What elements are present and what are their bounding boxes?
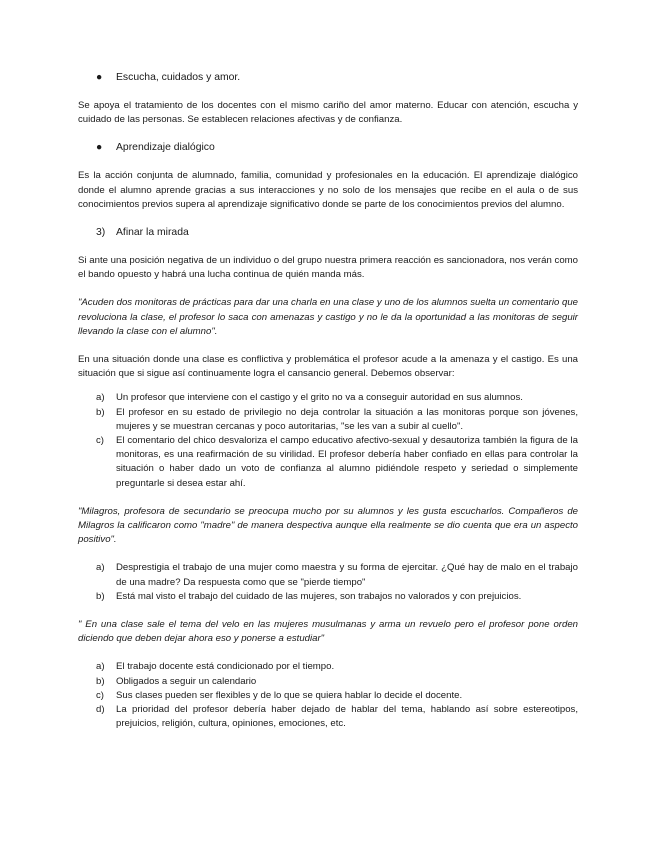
numbered-heading-afinar (96, 226, 578, 240)
list-item-text: La prioridad del profesor debería haber dejado de hablar del tema, hablando así sobre estereotipos, prejuicios, religión, cultura, opiniones, emociones, etc. (116, 704, 578, 730)
bullet-heading-aprendizaje (96, 141, 578, 155)
list-marker: a) (96, 562, 105, 574)
heading-text: Aprendizaje dialógico (116, 142, 215, 154)
list-marker: c) (96, 435, 104, 447)
paragraph-situacion: En una situación donde una clase es conflictiva y problemática el profesor acude a la amenaza y el castigo. Es una situación que si sigue así continuamente logra el cansancio general. Debemos observar: (78, 354, 578, 380)
list-item (96, 675, 578, 689)
quote-monitoras: "Acuden dos monitoras de prácticas para dar una charla en una clase y uno de los alumnos suelta un comentario que revoluciona la clase, el profesor lo saca con amenazas y castigo y no le da la oportunidad a las monitoras de seguir llevando la clase con el alumno". (78, 297, 578, 337)
list-item-text: Un profesor que interviene con el castigo y el grito no va a conseguir autoridad en sus alumnos. (116, 392, 523, 404)
list-item (96, 406, 578, 434)
list-item (96, 391, 578, 405)
heading-text: Afinar la mirada (116, 227, 189, 239)
list-marker: d) (96, 704, 105, 716)
bullet-icon: ● (96, 142, 103, 154)
bullet-heading-escucha (96, 71, 578, 85)
paragraph-escucha: Se apoya el tratamiento de los docentes con el mismo cariño del amor materno. Educar con atención, escucha y cuidado de las personas. Se establecen relaciones afectivas y de confianza. (78, 100, 578, 126)
list-marker: c) (96, 689, 104, 701)
section-number: 3) (96, 227, 106, 239)
list-marker: b) (96, 675, 105, 687)
paragraph-afinar: Si ante una posición negativa de un individuo o del grupo nuestra primera reacción es sancionadora, nos verán como el bando opuesto y habrá una lucha continua de quién manda más. (78, 255, 578, 281)
list-item (96, 590, 578, 604)
list-item-text: Está mal visto el trabajo del cuidado de las mujeres, son trabajos no valorados y con prejuicios. (116, 590, 522, 602)
list-item-text: El comentario del chico desvaloriza el campo educativo afectivo-sexual y desautoriza también la figura de la monitoras, es una reafirmación de su virilidad. El profesor debería haber confiado en ellas para controlar la situación o haber dado un voto de confianza al alumno pidiéndole respeto y seriedad o simplemente preguntarle si desea estar ahí. (116, 435, 578, 489)
list-marker: b) (96, 406, 105, 418)
quote-milagros: "Milagros, profesora de secundario se preocupa mucho por su alumnos y les gusta escucharlos. Compañeros de Milagros la calificaron como "madre" de manera despectiva aunque ella realmente se dio cuenta que era un aspecto positivo". (78, 505, 578, 546)
list-item (96, 561, 578, 589)
quote-velo: " En una clase sale el tema del velo en las mujeres musulmanas y arma un revuelo pero el profesor pone orden diciendo que deben dejar ahora eso y ponerse a estudiar" (78, 619, 578, 645)
list-marker: a) (96, 661, 105, 673)
list-milagros (78, 561, 578, 604)
list-marker: a) (96, 392, 105, 404)
paragraph-aprendizaje: Es la acción conjunta de alumnado, familia, comunidad y profesionales en la educación. El aprendizaje dialógico donde el alumno aprende gracias a sus interacciones y no solo de los mensajes que recibe en el aula o de sus conocimientos previos supera al aprendizaje significativo donde se parte de los conocimientos previos del alumno. (78, 170, 578, 210)
list-marker: b) (96, 590, 105, 602)
list-item (96, 703, 578, 731)
list-item (96, 434, 578, 491)
bullet-icon: ● (96, 72, 103, 83)
list-item (96, 689, 578, 703)
list-item-text: El trabajo docente está condicionado por el tiempo. (116, 661, 335, 673)
list-item-text: Obligados a seguir un calendario (116, 675, 257, 687)
list-observar (78, 391, 578, 490)
list-item-text: El profesor en su estado de privilegio no deja controlar la situación a las monitoras porque son jóvenes, mujeres y se muestran cercanas y poco autoritarias, "se les van a subir al cuello". (116, 406, 578, 432)
list-item-text: Desprestigia el trabajo de una mujer como maestra y su forma de ejercitar. ¿Qué hay de malo en el trabajo de una madre? Da respuesta como que se "pierde tiempo" (116, 562, 578, 588)
list-velo (78, 660, 578, 731)
list-item (96, 660, 578, 674)
heading-text: Escucha, cuidados y amor. (116, 72, 241, 83)
list-item-text: Sus clases pueden ser flexibles y de lo que se quiera hablar lo decide el docente. (116, 689, 463, 701)
document-body (78, 71, 578, 732)
